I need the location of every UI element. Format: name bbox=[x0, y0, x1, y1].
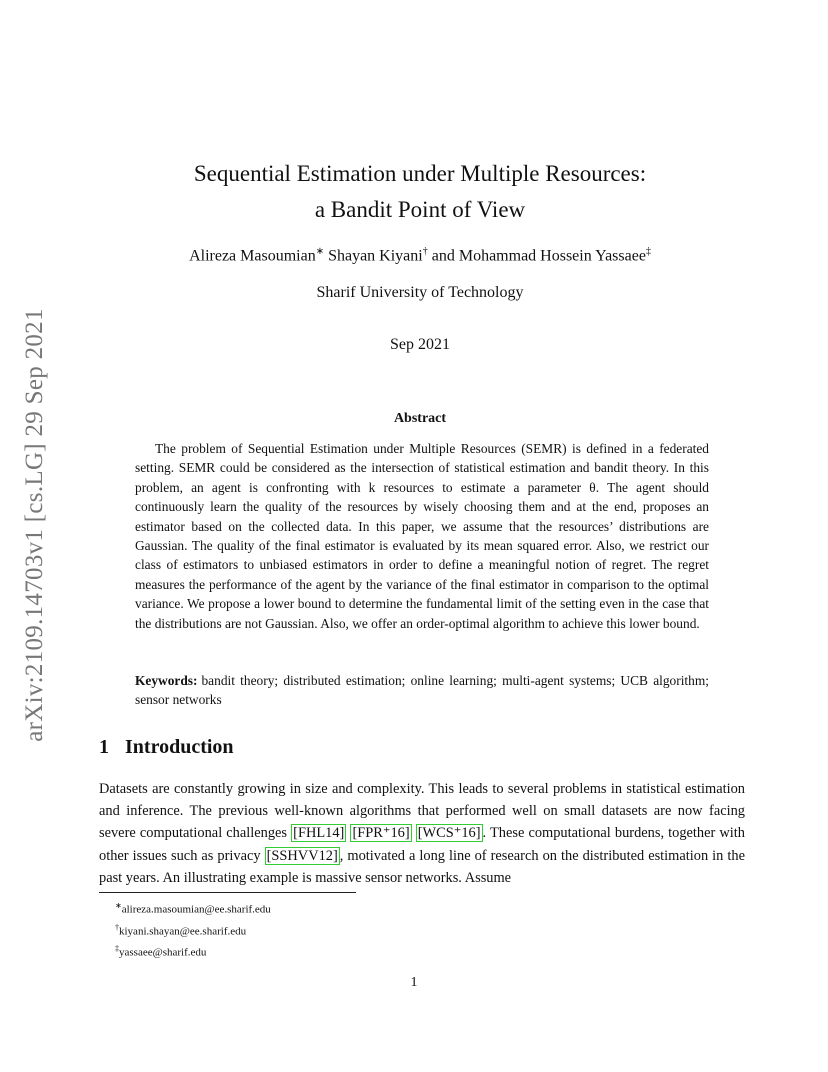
affiliation: Sharif University of Technology bbox=[316, 284, 524, 301]
author-footnote-mark[interactable]: † bbox=[422, 246, 428, 257]
intro-text: Datasets are constantly growing in size and complexity. This leads to several problems in statistical estimation and inference. The previous well-known algorithms that performed well on small datasets are now facing severe computational challenges bbox=[99, 781, 745, 842]
citation-link[interactable]: [FPR⁺16] bbox=[352, 825, 410, 842]
footnote-email[interactable]: alireza.masoumian@ee.sharif.edu bbox=[121, 903, 271, 916]
abstract-heading: Abstract bbox=[393, 411, 447, 426]
keywords-block bbox=[135, 671, 709, 710]
author-footnote-mark[interactable]: ‡ bbox=[645, 246, 651, 257]
introduction-paragraph bbox=[99, 778, 745, 889]
keywords-text: bandit theory; distributed estimation; online learning; multi-agent systems; UCB algorithm; sensor networks bbox=[135, 673, 709, 708]
section-title: Introduction bbox=[125, 736, 234, 758]
title-line-1: Sequential Estimation under Multiple Resources: bbox=[193, 161, 647, 186]
author-footnote-mark[interactable]: ∗ bbox=[315, 246, 325, 257]
footnote-email[interactable]: yassaee@sharif.edu bbox=[119, 946, 207, 959]
title-line-2: a Bandit Point of View bbox=[314, 197, 526, 222]
intro-text: . These computational burdens, together with other issues such as privacy bbox=[99, 825, 746, 864]
author-list bbox=[100, 246, 740, 265]
citation-link[interactable]: [WCS⁺16] bbox=[417, 825, 481, 842]
footnote-rule bbox=[99, 892, 356, 893]
footnote-item bbox=[115, 897, 271, 919]
footnotes bbox=[115, 897, 271, 962]
citation-link[interactable]: [SSHVV12] bbox=[266, 847, 338, 864]
section-number: 1 bbox=[99, 736, 109, 758]
footnote-mark: ‡ bbox=[115, 944, 119, 954]
author-separator: and bbox=[427, 247, 459, 265]
author-name: Shayan Kiyani bbox=[328, 247, 423, 265]
footnote-item bbox=[115, 919, 271, 941]
keywords-label: Keywords: bbox=[135, 673, 198, 688]
abstract-text: The problem of Sequential Estimation under Multiple Resources (SEMR) is defined in a federated setting. SEMR could be considered as the intersection of statistical estimation and bandit theory. In this problem, an agent is confronting with k resources to estimate a parameter θ. The agent should continuously learn the quality of the resources by wisely choosing them and at the end, proposes an estimator based on the collected data. In this paper, we assume that the resources’ distributions are Gaussian. The quality of the final estimator is evaluated by its mean squared error. Also, we restrict our class of estimators to unbiased estimators in order to define a meaningful notion of regret. The regret measures the performance of the agent by the variance of the final estimator in comparison to the optimal variance. We propose a lower bound to determine the fundamental limit of the setting even in the case that the distributions are not Gaussian. Also, we offer an order-optimal algorithm to achieve this lower bound. bbox=[135, 441, 709, 631]
footnote-item bbox=[115, 940, 271, 962]
footnote-mark: † bbox=[115, 922, 119, 932]
footnote-email[interactable]: kiyani.shayan@ee.sharif.edu bbox=[119, 925, 247, 938]
author-name: Alireza Masoumian bbox=[189, 247, 316, 265]
section-heading-introduction bbox=[99, 736, 234, 759]
citation-link[interactable]: [FHL14] bbox=[293, 825, 345, 842]
author-name: Mohammad Hossein Yassaee bbox=[458, 247, 646, 265]
footnote-mark: ∗ bbox=[115, 901, 122, 910]
arxiv-identifier-stamp: arXiv:2109.14703v1 [cs.LG] 29 Sep 2021 bbox=[21, 308, 48, 742]
publication-date: Sep 2021 bbox=[390, 336, 450, 353]
page-number: 1 bbox=[410, 975, 418, 990]
intro-text: , motivated a long line of research on the distributed estimation in the past years. An illustrating example is massive sensor networks. Assume bbox=[99, 847, 745, 886]
paper-title bbox=[120, 156, 720, 228]
